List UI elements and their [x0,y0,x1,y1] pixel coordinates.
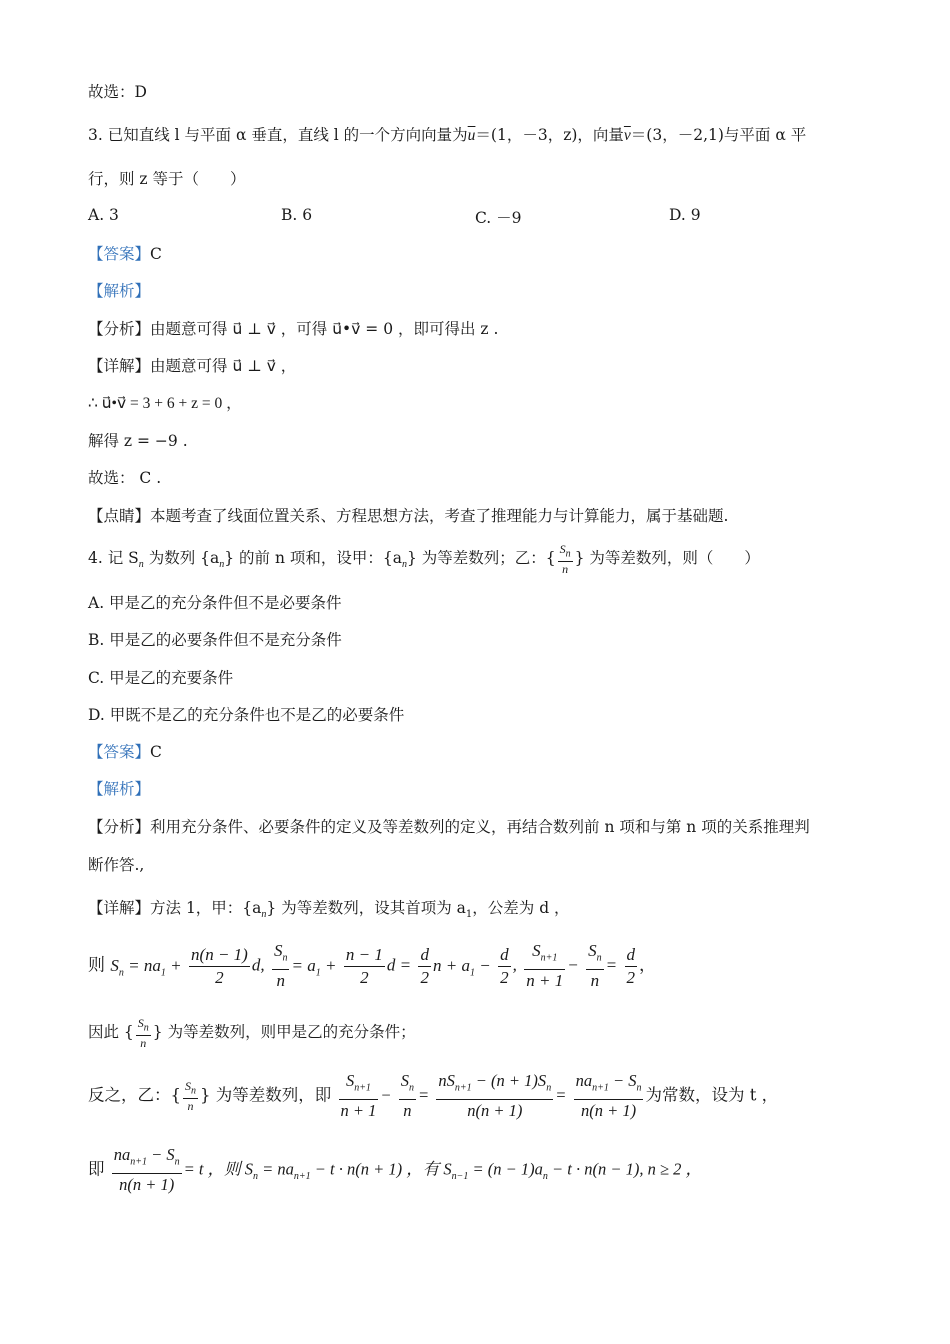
q3-option-a: A. 3 [88,206,119,224]
q4-equation-1: 则 $S_n = na_1$ + $\frac{n(n - 1)}{2}$ d, $\frac{S_n}{n}$ = $a_1$ + $\frac{n - 1}{2}$ d = $\frac{d}{2}$ $n + a_1$ − $\frac{d}{2}$ , $\frac{S_{n+1}}{n + 1}$ − $\frac{S_n}{n}$ = $\frac{d}{2}$ ， [88,941,657,991]
q4-converse: 反之，乙：{ $\frac{S_n}{n}$ } 为等差数列，即 $\frac{S_{n+1}}{n + 1}$ − $\frac{S_n}{n}$ = $\frac{nS_{n+1} - (n + 1)S_n}{n(n + 1)}$ = $\frac{na_{n+1} - S_n}{n(n + 1)}$ 为常数，设为 t ， [88,1071,779,1121]
q3-option-d: D. 9 [669,206,701,224]
question-3-stem-cont: 行，则 z 等于（ ） [88,170,246,188]
q3-analysis-heading: 【解析】 [88,282,151,300]
q4-answer: 【答案】C [88,743,162,761]
q4-option-d: D. 甲既不是乙的充分条件也不是乙的必要条件 [88,706,405,724]
q4-analysis: 【分析】利用充分条件、必要条件的定义及等差数列的定义，再结合数列前 n 项和与第 n 项的关系推理判 [88,818,810,836]
q3-therefore: ∴ u⃗•v⃗ = 3 + 6 + z = 0 ， [88,395,242,412]
q3-answer: 【答案】C [88,245,162,263]
q4-analysis-heading: 【解析】 [88,780,151,798]
q3-comment: 【点睛】本题考查了线面位置关系、方程思想方法，考查了推理能力与计算能力，属于基础题. [88,507,729,525]
q3-analysis: 【分析】由题意可得 u⃗ ⊥ v⃗ ，可得 u⃗•v⃗ = 0 ，即可得出 z . [88,320,499,338]
q3-option-b: B. 6 [281,206,313,224]
q4-therefore: 因此 { $\frac{S_n}{n}$ } 为等差数列，则甲是乙的充分条件； [88,1016,416,1051]
q4-analysis-cont: 断作答., [88,856,145,874]
q4-detail: 【详解】方法 1，甲：$\{a_n\}$ 为等差数列，设其首项为 $a_1$，公差为 d ， [88,899,570,921]
q3-solve: 解得 z = −9 . [88,432,188,450]
q4-derivation: 即 $\frac{na_{n+1} - S_n}{n(n + 1)}$ = t ，则 $S_n = na_{n+1} - t \cdot n(n + 1)$ ，有 $S_{n-1} = (n - 1)a_n - t \cdot n(n - 1)$, n ≥ 2 ， [88,1145,703,1195]
q4-option-b: B. 甲是乙的必要条件但不是充分条件 [88,631,342,649]
q4-option-a: A. 甲是乙的充分条件但不是必要条件 [88,594,342,612]
question-4-stem: 4. 记 $S_n$ 为数列 $\{a_n\}$ 的前 n 项和，设甲：$\{a_n\}$ 为等差数列；乙：{ $\frac{S_n}{n}$ } 为等差数列，则（ ） [88,541,760,577]
line-conclusion-prev: 故选：D [88,83,147,101]
q3-option-c: C. －9 [475,209,522,227]
q3-detail: 【详解】由题意可得 u⃗ ⊥ v⃗ ， [88,357,297,375]
q3-choose: 故选： C . [88,469,162,487]
q4-option-c: C. 甲是乙的充要条件 [88,669,234,687]
question-3-stem: 3. 已知直线 l 与平面 α 垂直，直线 l 的一个方向向量为$\overline{u}=(1$，－3，z)，向量$\overline{v}=(3$，－2,1)与平面 α 平 [88,126,807,144]
